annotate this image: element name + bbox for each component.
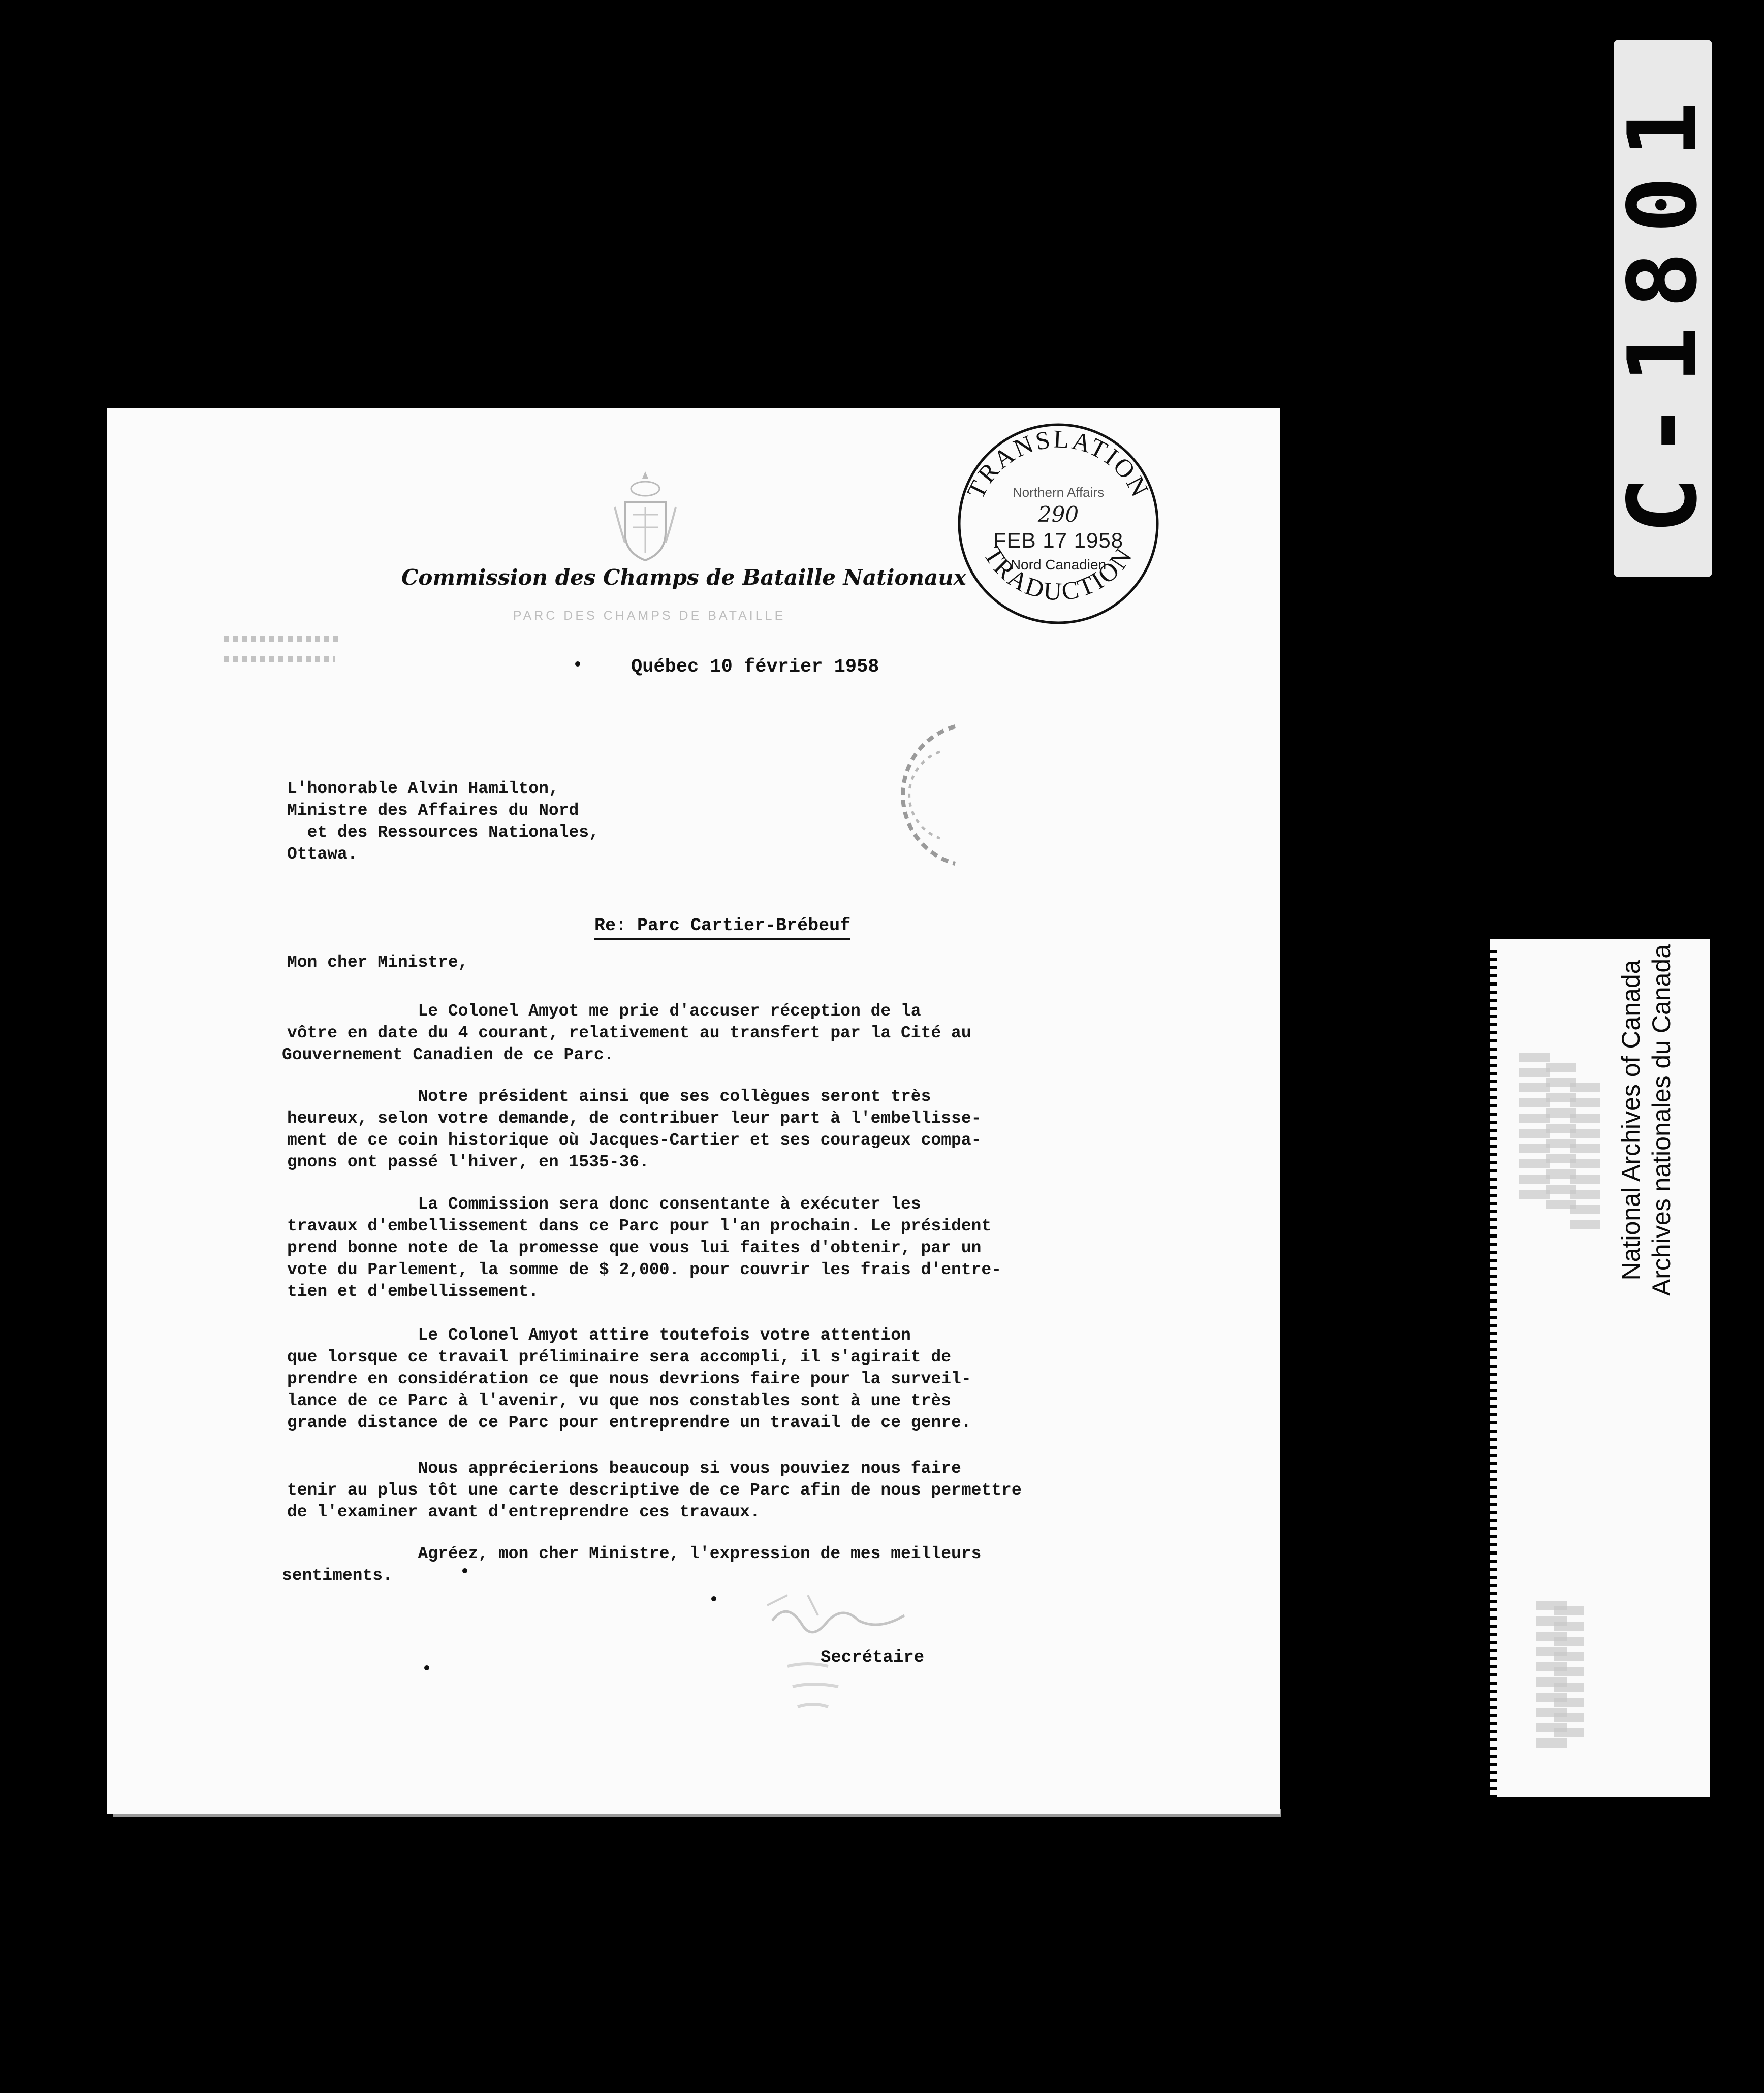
letterhead-address-faint — [224, 636, 340, 642]
label-faint-text — [1519, 1046, 1550, 1199]
body-line: La Commission sera donc consentante à exécuter les — [287, 1195, 921, 1214]
stamp-department: Nord Canadien — [1010, 557, 1107, 573]
body-line: prend bonne note de la promesse que vous lui faites d'obtenir, par un — [287, 1239, 982, 1257]
subject-underline — [594, 938, 850, 940]
body-line: vôtre en date du 4 courant, relativement au transfert par la Cité au — [287, 1024, 971, 1042]
archive-label-text — [1616, 691, 1697, 1549]
body-line: vote du Parlement, la somme de $ 2,000. pour couvrir les frais d'entre- — [287, 1260, 1002, 1279]
letterhead-subtitle: PARC DES CHAMPS DE BATAILLE — [513, 609, 786, 623]
closing-line: Agréez, mon cher Ministre, l'expression de mes meilleurs — [287, 1544, 982, 1563]
body-line: Nous apprécierions beaucoup si vous pouviez nous faire — [287, 1459, 961, 1478]
body-line: travaux d'embellissement dans ce Parc pour l'an prochain. Le président — [287, 1217, 992, 1235]
reel-counter-strip — [1608, 40, 1718, 577]
body-line: prendre en considération ce que nous devrions faire pour la surveil- — [287, 1370, 971, 1388]
body-line: Le Colonel Amyot attire toutefois votre attention — [287, 1326, 911, 1345]
recipient-line: Ottawa. — [287, 845, 358, 864]
letterhead-address-faint — [224, 656, 335, 662]
stray-mark — [711, 1596, 716, 1601]
faint-received-stamp — [879, 721, 981, 869]
signature-title: Secrétaire — [821, 1648, 925, 1667]
body-line: Le Colonel Amyot me prie d'accuser réception de la — [287, 1002, 921, 1021]
body-line: ment de ce coin historique où Jacques-Cartier et ses courageux compa- — [287, 1131, 982, 1150]
archive-label-line-fr: Archives nationales du Canada — [1647, 944, 1676, 1296]
recipient-line: Ministre des Affaires du Nord — [287, 801, 579, 820]
stamp-number: 290 — [1037, 502, 1079, 527]
stray-mark — [462, 1568, 467, 1573]
body-line: Gouvernement Canadien de ce Parc. — [282, 1045, 614, 1064]
label-faint-text — [1570, 1077, 1600, 1229]
stamp-center — [990, 482, 1127, 575]
body-line: grande distance de ce Parc pour entreprendre un travail de ce genre. — [287, 1413, 971, 1432]
stamp-dept-line: Northern Affairs — [1012, 485, 1105, 500]
closing-line: sentiments. — [282, 1566, 393, 1585]
stamp-bottom-arc: TRADUCTION — [978, 541, 1139, 606]
label-faint-text — [1554, 1605, 1584, 1737]
salutation: Mon cher Ministre, — [287, 953, 468, 972]
stamp-top-arc: TRANSLATION — [961, 424, 1155, 503]
body-line: heureux, selon votre demande, de contribuer leur part à l'embellisse- — [287, 1109, 982, 1128]
archive-label-line-en: National Archives of Canada — [1617, 960, 1645, 1281]
body-line: tenir au plus tôt une carte descriptive de ce Parc afin de nous permettre — [287, 1481, 1022, 1500]
body-line: de l'examiner avant d'entreprendre ces travaux. — [287, 1503, 760, 1521]
coat-of-arms-icon — [605, 466, 686, 568]
body-line: lance de ce Parc à l'avenir, vu que nos constables sont à une très — [287, 1391, 952, 1410]
letter-subject: Re: Parc Cartier-Brébeuf — [594, 915, 851, 936]
body-line: gnons ont passé l'hiver, en 1535-36. — [287, 1153, 649, 1171]
body-line: que lorsque ce travail préliminaire sera accompli, il s'agirait de — [287, 1348, 952, 1367]
label-torn-edge — [1490, 945, 1497, 1797]
stamp-date: FEB 17 1958 — [993, 528, 1124, 552]
reel-number: C-1801 — [1608, 83, 1718, 534]
body-line: Notre président ainsi que ses collègues seront très — [287, 1087, 931, 1106]
recipient-line: L'honorable Alvin Hamilton, — [287, 779, 559, 798]
body-line: tien et d'embellissement. — [287, 1282, 539, 1301]
letter-date: Québec 10 février 1958 — [631, 656, 879, 678]
bullet-mark — [575, 661, 580, 667]
letterhead-title: Commission des Champs de Bataille Nationaux — [401, 565, 966, 590]
recipient-line: et des Ressources Nationales, — [287, 823, 599, 842]
stray-mark — [424, 1665, 429, 1670]
